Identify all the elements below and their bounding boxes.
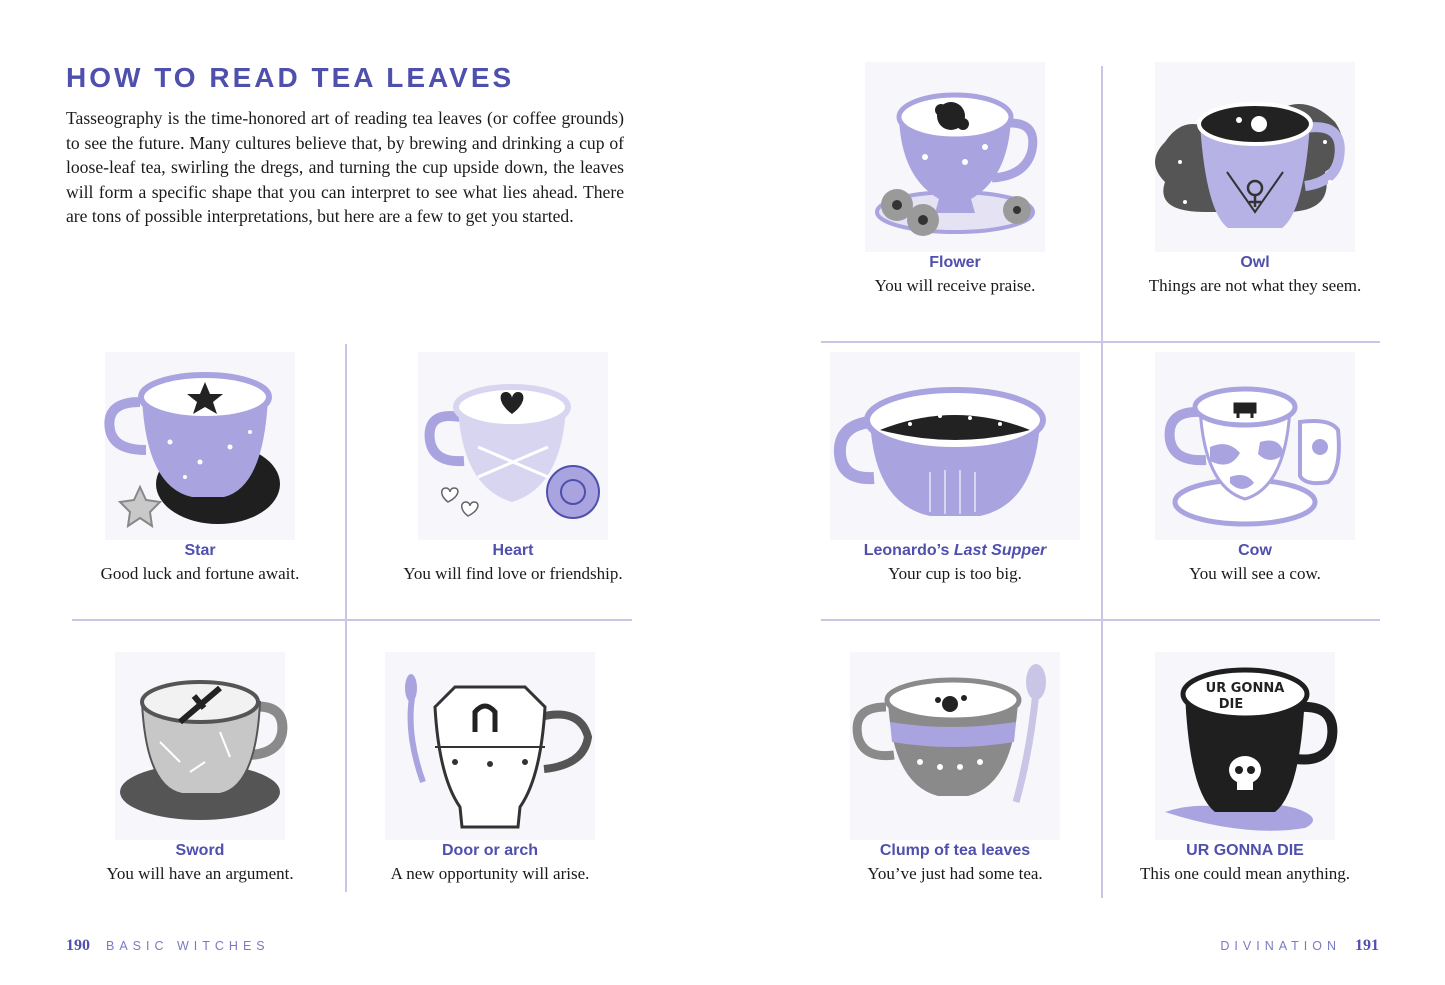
card-text: Good luck and fortune await.	[100, 564, 300, 583]
page-number-right: 191	[1355, 937, 1379, 954]
card-title: Star	[184, 542, 216, 559]
card-text: You’ve just had some tea.	[867, 864, 1043, 883]
card-clump	[820, 652, 1090, 886]
card-text: Your cup is too big.	[888, 564, 1022, 583]
card-title: Clump of tea leaves	[879, 842, 1031, 859]
owl-teacup-icon	[1155, 62, 1355, 252]
page-number-left: 190	[66, 937, 90, 954]
heart-teacup-icon	[408, 352, 618, 540]
card-heart	[357, 352, 669, 586]
cow-teacup-icon	[1150, 352, 1360, 540]
card-door	[357, 652, 623, 886]
star-teacup-icon	[100, 352, 300, 540]
card-last-supper	[820, 352, 1090, 586]
mug-text-line-2: DIE	[1218, 697, 1244, 712]
card-sword	[62, 652, 338, 886]
card-title	[820, 540, 1090, 562]
divider-left-horizontal	[72, 619, 632, 621]
running-head-left: BASIC WITCHES	[106, 939, 270, 953]
mug-text-line-1: UR GONNA	[1205, 681, 1285, 696]
flower-teacup-icon	[855, 62, 1055, 252]
divider-right-horizontal-top	[821, 341, 1380, 343]
card-text: This one could mean anything.	[1139, 864, 1351, 883]
footer-right	[1220, 937, 1379, 955]
intro-paragraph: Tasseography is the time-honored art of reading tea leaves (or coffee grounds) to see the future. Many cultures believe that, by brewing and drinking a cup of loose-leaf tea, swirling the dregs, and turning the cup upside down, the leaves will form a specific shape that you can interpret to see what lies ahead. There are tons of possible interpretations, but here are a few to get you started.	[66, 108, 624, 227]
clump-teacup-icon	[850, 652, 1060, 840]
card-title-italic: Last Supper	[953, 542, 1047, 559]
card-title: Flower	[929, 254, 981, 271]
card-cow	[1110, 352, 1400, 586]
divider-right-horizontal-bottom	[821, 619, 1380, 621]
divider-right-vertical	[1101, 66, 1103, 898]
card-title: Sword	[175, 842, 225, 859]
card-title: Heart	[492, 542, 534, 559]
card-text: You will find love or friendship.	[403, 564, 623, 583]
footer-left	[66, 937, 270, 955]
card-text: You will have an argument.	[106, 864, 294, 883]
skull-mug-icon	[1145, 652, 1345, 840]
card-title: Door or arch	[441, 842, 538, 859]
card-flower	[820, 62, 1090, 298]
sword-teacup-icon	[100, 652, 300, 840]
page-title: HOW TO READ TEA LEAVES	[66, 62, 515, 93]
card-owl	[1110, 62, 1400, 298]
card-title: Cow	[1238, 542, 1272, 559]
card-star	[62, 352, 338, 586]
card-title: UR GONNA DIE	[1186, 842, 1304, 859]
card-title: Owl	[1240, 254, 1270, 271]
divider-left-vertical	[345, 344, 347, 892]
card-text: A new opportunity will arise.	[390, 864, 590, 883]
card-text: You will receive praise.	[874, 276, 1036, 295]
last-supper-bowl-icon	[830, 352, 1080, 540]
running-head-right: DIVINATION	[1220, 939, 1341, 953]
card-ur-gonna-die	[1110, 652, 1380, 886]
door-teacup-icon	[375, 652, 605, 840]
card-text: Things are not what they seem.	[1148, 276, 1362, 295]
card-text: You will see a cow.	[1189, 564, 1321, 583]
card-title-prefix: Leonardo’s	[863, 542, 954, 559]
